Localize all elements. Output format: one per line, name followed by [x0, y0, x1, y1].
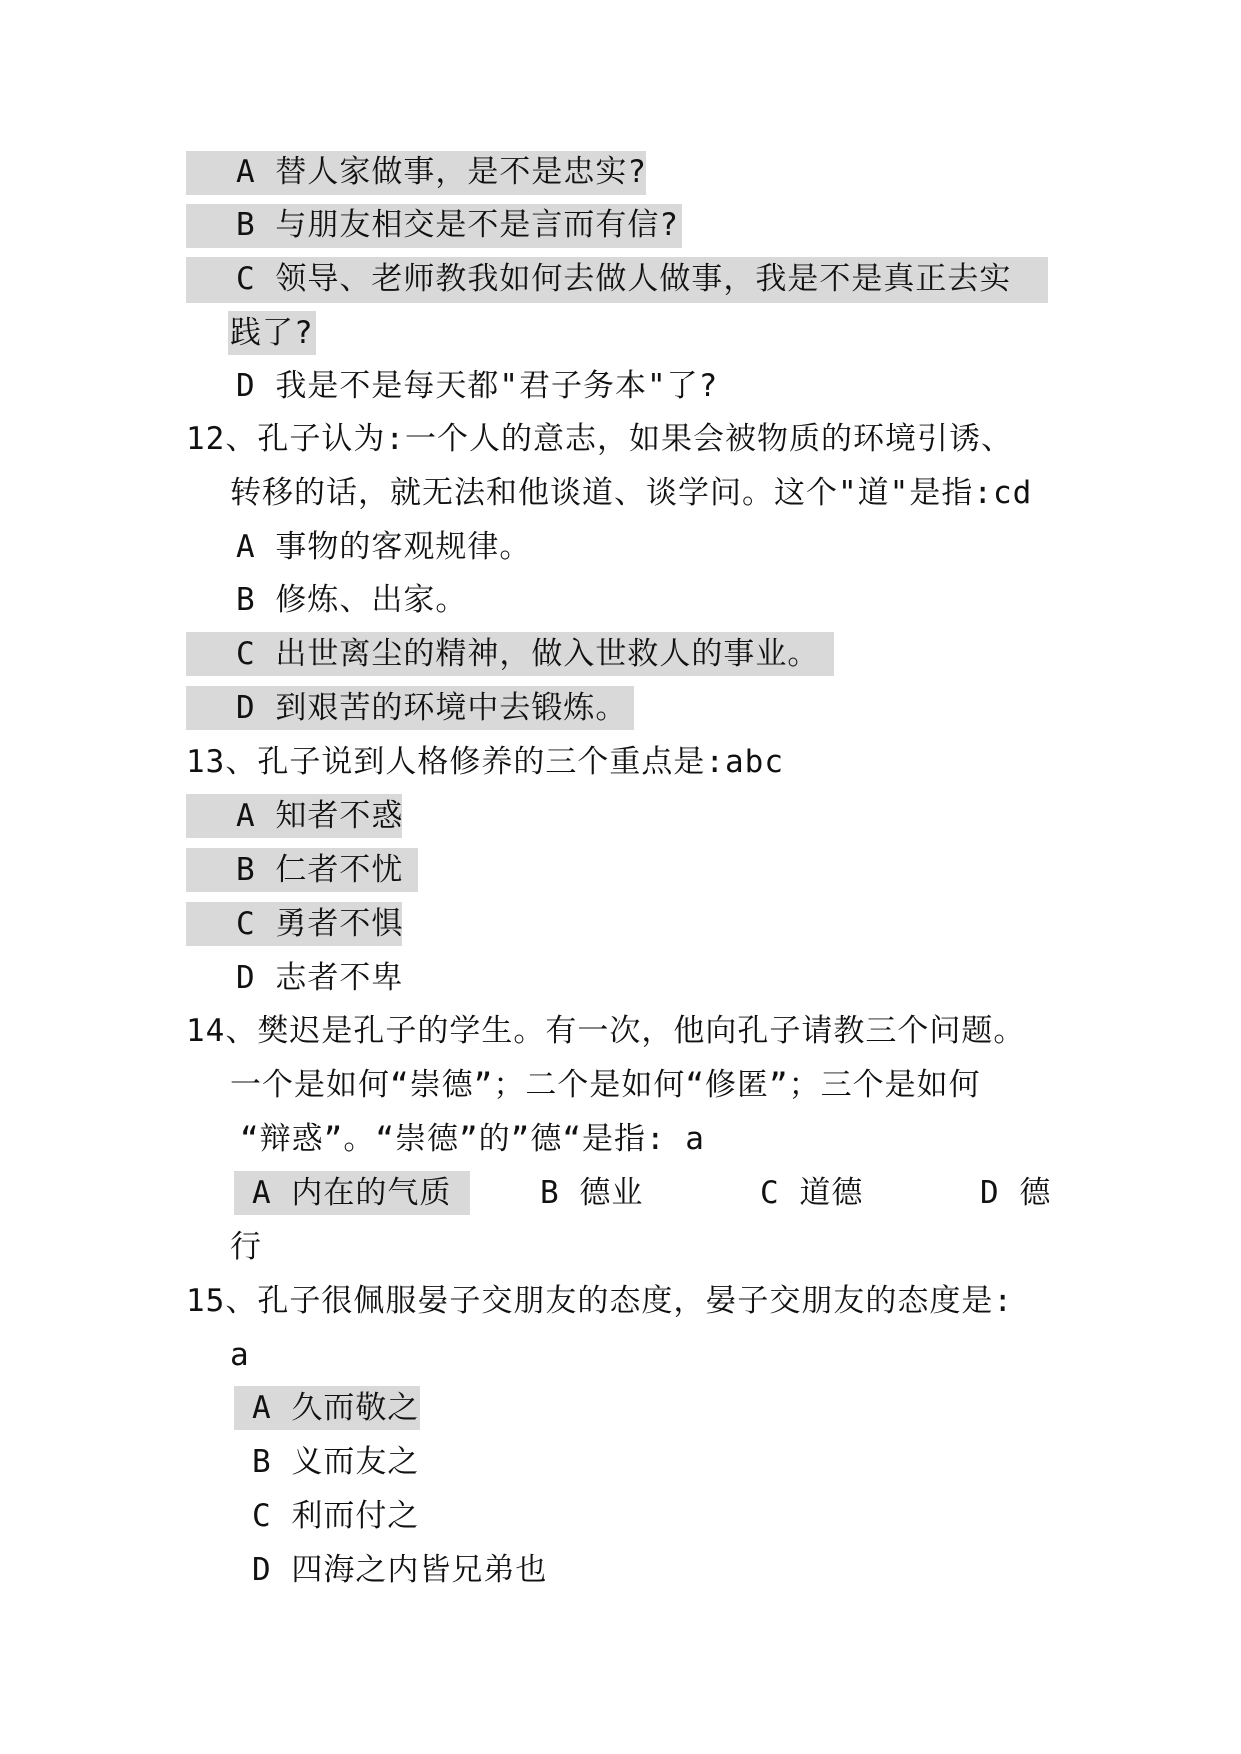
q15-option-c: C 利而付之 — [252, 1498, 420, 1534]
q14-option-d-wrap: 行 — [230, 1229, 262, 1265]
q11-option-a: A 替人家做事，是不是忠实? — [236, 154, 647, 190]
q13-option-d: D 志者不卑 — [236, 960, 404, 996]
q12-stem-line1: 12、孔子认为:一个人的意志，如果会被物质的环境引诱、 — [186, 421, 1013, 457]
q12-option-d: D 到艰苦的环境中去锻炼。 — [236, 690, 628, 726]
q15-stem-line1: 15、孔子很佩服晏子交朋友的态度，晏子交朋友的态度是: — [186, 1283, 1013, 1319]
q11-option-c-line2: 践了? — [230, 315, 314, 351]
q12-option-a: A 事物的客观规律。 — [236, 529, 532, 565]
q14-option-a: A 内在的气质 — [252, 1175, 452, 1211]
q15-option-a: A 久而敬之 — [252, 1390, 420, 1426]
q12-stem-line2: 转移的话，就无法和他谈道、谈学问。这个"道"是指:cd — [230, 475, 1033, 511]
q13-option-b: B 仁者不忧 — [236, 852, 404, 888]
q14-option-b: B 德业 — [540, 1175, 644, 1211]
q14-stem-line1: 14、樊迟是孔子的学生。有一次，他向孔子请教三个问题。 — [186, 1013, 1026, 1049]
q14-stem-line2: 一个是如何“崇德”；二个是如何“修匿”；三个是如何 — [230, 1067, 981, 1103]
q14-option-c: C 道德 — [760, 1175, 864, 1211]
q13-stem: 13、孔子说到人格修养的三个重点是:abc — [186, 744, 784, 780]
q15-option-d: D 四海之内皆兄弟也 — [252, 1552, 548, 1588]
q15-option-b: B 义而友之 — [252, 1444, 420, 1480]
q12-option-c: C 出世离尘的精神，做入世救人的事业。 — [236, 636, 820, 672]
q11-option-c-line1: C 领导、老师教我如何去做人做事，我是不是真正去实 — [236, 261, 1012, 297]
q12-option-b: B 修炼、出家。 — [236, 582, 468, 618]
q13-option-a: A 知者不惑 — [236, 798, 404, 834]
q14-option-d: D 德 — [980, 1175, 1052, 1211]
q14-stem-line3: “辩惑”。“崇德”的”德“是指: a — [240, 1121, 705, 1157]
q11-option-b: B 与朋友相交是不是言而有信? — [236, 207, 679, 243]
q13-option-c: C 勇者不惧 — [236, 906, 404, 942]
q15-stem-line2: a — [230, 1337, 250, 1373]
q11-option-d: D 我是不是每天都"君子务本"了? — [236, 368, 719, 404]
